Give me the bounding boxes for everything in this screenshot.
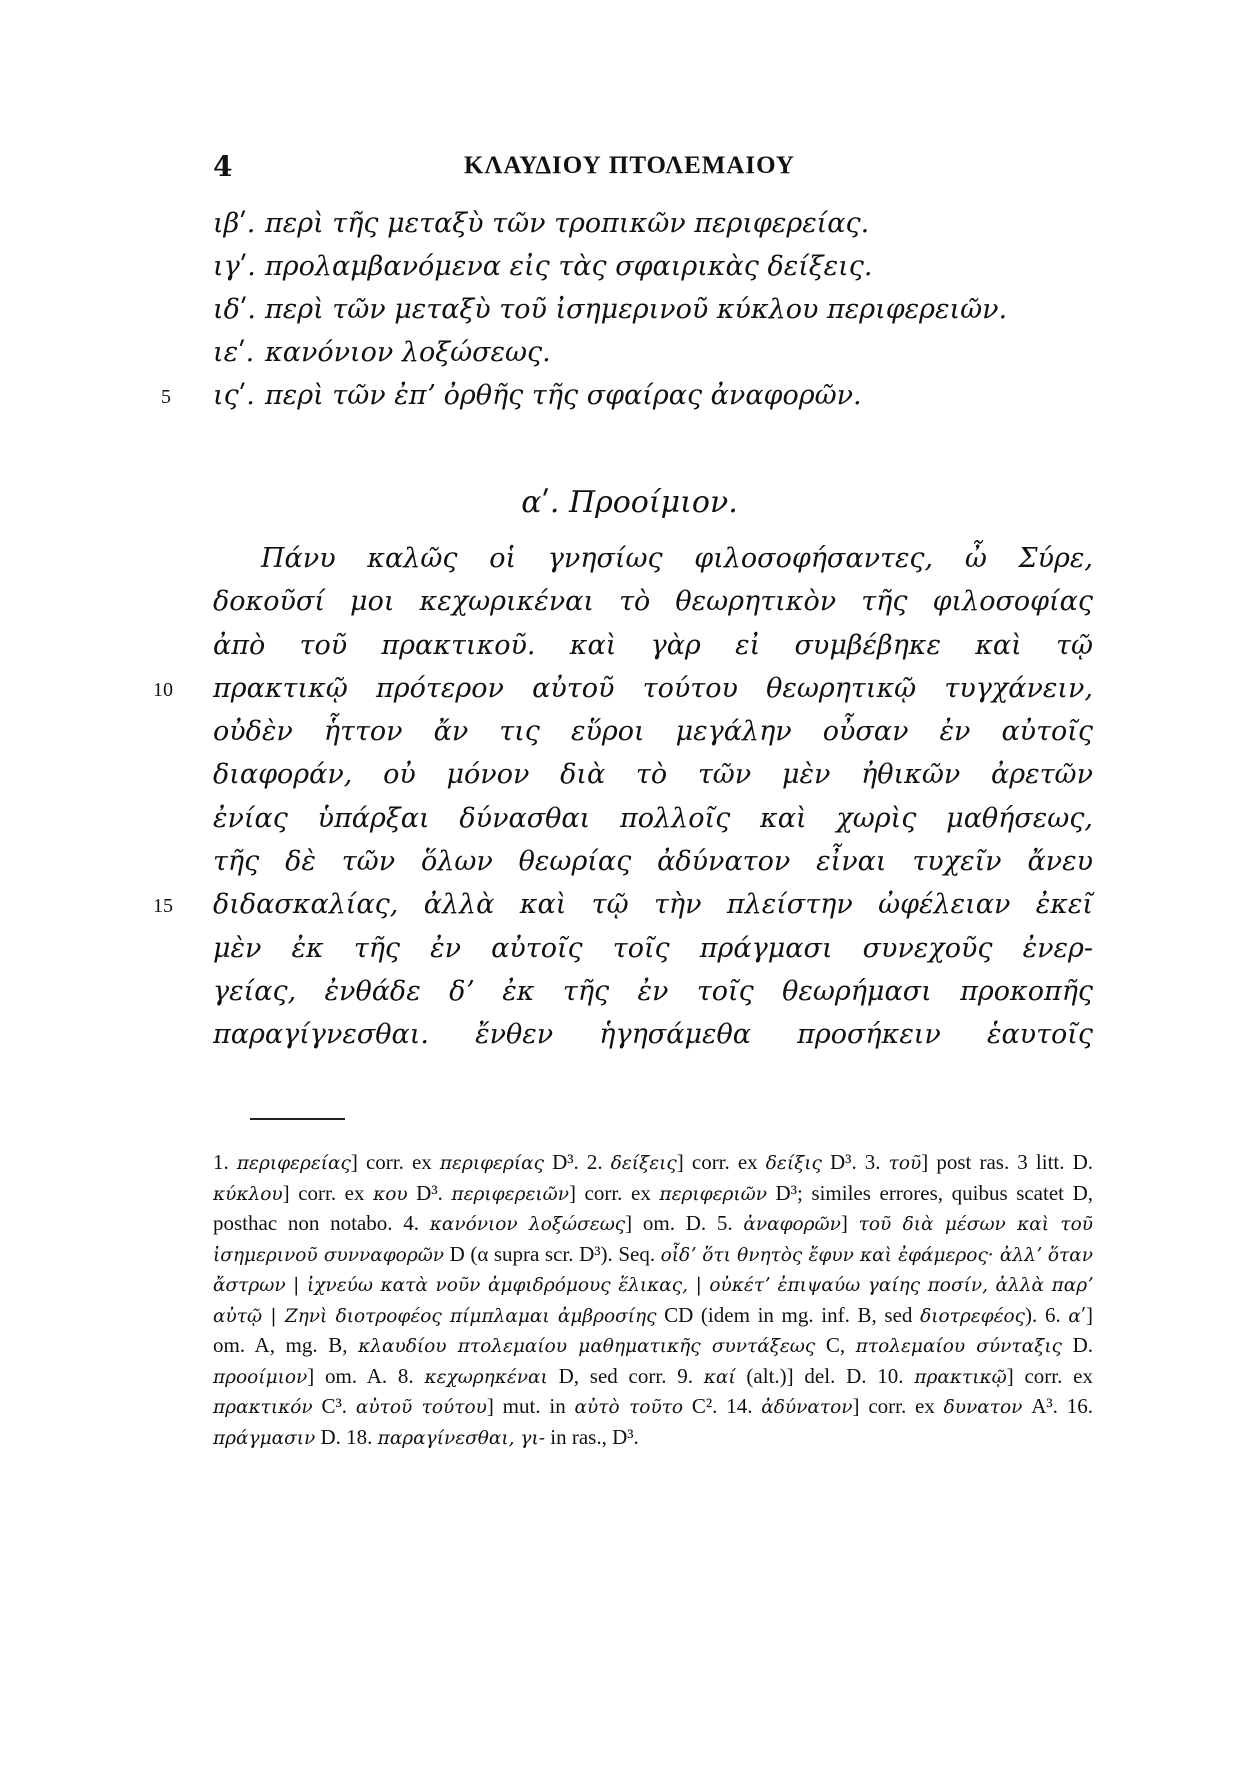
apparatus-text: C³. bbox=[312, 1394, 356, 1418]
text-line-content: διδασκαλίας, ἀλλὰ καὶ τῷ τὴν πλείστην ὠφέλειαν ἐκεῖ bbox=[213, 889, 1093, 921]
text-line bbox=[213, 630, 1093, 673]
text-line-content: δοκοῦσί μοι κεχωρικέναι τὸ θεωρητικὸν τῆς φιλοσοφίας bbox=[213, 586, 1093, 618]
greek-lemma: δείξις bbox=[765, 1153, 822, 1174]
apparatus-text: D³. bbox=[407, 1180, 452, 1205]
page-header bbox=[0, 150, 1259, 190]
greek-lemma: καί bbox=[703, 1366, 736, 1388]
greek-lemma: προοίμιον bbox=[213, 1366, 308, 1388]
chapter-number: ιεʹ. bbox=[213, 337, 255, 368]
apparatus-text: D³. 2. bbox=[543, 1150, 611, 1174]
chapter-title: κανόνιον λοξώσεως. bbox=[265, 337, 551, 368]
chapter-number: ιδʹ. bbox=[213, 294, 256, 325]
greek-lemma: τοῦ bbox=[888, 1153, 922, 1174]
text-line-content: μὲν ἐκ τῆς ἐν αὐτοῖς τοῖς πράγμασι συνεχοῦς ἐνερ- bbox=[213, 932, 1093, 964]
apparatus-text: ] om. A, mg. B, bbox=[213, 1302, 1094, 1357]
apparatus-text: C, bbox=[815, 1333, 856, 1357]
apparatus-text: ] post ras. 3 litt. D. bbox=[921, 1150, 1093, 1174]
apparatus-text: D, sed corr. 9. bbox=[547, 1363, 704, 1388]
text-line bbox=[213, 543, 1093, 586]
chapter-list-item bbox=[213, 337, 1093, 380]
apparatus-text: 1. bbox=[213, 1150, 237, 1174]
text-line bbox=[213, 759, 1093, 802]
text-line bbox=[213, 803, 1093, 846]
apparatus-text: ] om. D. 5. bbox=[625, 1211, 744, 1235]
greek-lemma: κου bbox=[373, 1183, 408, 1205]
apparatus-text: D. bbox=[1061, 1333, 1093, 1357]
text-line-content: ἐνίας ὑπάρξαι δύνασθαι πολλοῖς καὶ χωρὶς μαθήσεως, bbox=[213, 802, 1093, 834]
footnote-divider bbox=[250, 1118, 345, 1120]
greek-lemma: περιφερείας bbox=[236, 1153, 351, 1174]
text-line-content: πρακτικῷ πρότερον αὐτοῦ τούτου θεωρητικῷ τυγχάνειν, bbox=[213, 672, 1093, 704]
greek-lemma: αὐτὸ τοῦτο bbox=[574, 1397, 684, 1418]
apparatus-text: D³; similes errores, quibus scatet D, posthac non notabo. 4. bbox=[213, 1180, 1093, 1235]
greek-lemma: διοτρεφέος bbox=[920, 1305, 1026, 1327]
text-line bbox=[213, 1019, 1093, 1062]
greek-lemma: πρακτικῷ bbox=[914, 1366, 1007, 1388]
apparatus-text: ] corr. ex bbox=[350, 1150, 440, 1174]
section-title: αʹ. Προοίμιον. bbox=[521, 485, 738, 520]
text-line-content: οὐδὲν ἧττον ἄν τις εὕροι μεγάλην οὖσαν ἐν αὐτοῖς bbox=[213, 716, 1093, 748]
greek-lemma: κύκλου bbox=[213, 1183, 283, 1205]
greek-lemma: ἀναφορῶν bbox=[743, 1214, 841, 1235]
chapter-list-item bbox=[213, 208, 1093, 251]
apparatus-text: ] bbox=[840, 1211, 859, 1235]
apparatus-text: ] corr. ex bbox=[1006, 1363, 1093, 1388]
apparatus-text: (alt.)] del. D. 10. bbox=[735, 1363, 915, 1388]
apparatus-text: ] corr. ex bbox=[676, 1150, 766, 1174]
main-text bbox=[153, 543, 1093, 1063]
text-line bbox=[153, 672, 1093, 716]
greek-lemma: πτολεμαίου σύνταξις bbox=[855, 1336, 1062, 1357]
chapter-list bbox=[161, 208, 1093, 423]
greek-lemma: τοῦ διὰ μέσων καὶ τοῦ ἰσημερινοῦ συνναφορῶν bbox=[213, 1214, 1093, 1266]
greek-lemma: περιφερειῶν bbox=[451, 1183, 569, 1205]
chapter-number: ιςʹ. bbox=[213, 380, 255, 411]
chapter-list-item bbox=[213, 294, 1093, 337]
greek-lemma: δυνατον bbox=[943, 1397, 1023, 1418]
text-line bbox=[213, 933, 1093, 976]
greek-lemma: αὐτοῦ τούτου bbox=[355, 1397, 487, 1418]
greek-lemma: περιφερίας bbox=[439, 1153, 544, 1174]
apparatus-text: C². 14. bbox=[683, 1394, 762, 1418]
apparatus-text: ] corr. ex bbox=[282, 1180, 374, 1205]
greek-lemma: κανόνιον λοξώσεως bbox=[429, 1214, 626, 1235]
apparatus-paragraph bbox=[213, 1148, 1093, 1453]
apparatus-text: D (α supra scr. D³). Seq. bbox=[444, 1241, 661, 1266]
line-number: 15 bbox=[153, 895, 173, 918]
greek-lemma: πράγμασιν bbox=[213, 1427, 316, 1449]
chapter-title: περὶ τῆς μεταξὺ τῶν τροπικῶν περιφερείας. bbox=[265, 208, 870, 239]
apparatus-text: CD (idem in mg. inf. B, sed bbox=[656, 1302, 921, 1327]
text-line-content: γείας, ἐνθάδε δʼ ἐκ τῆς ἐν τοῖς θεωρήμασι προκοπῆς bbox=[213, 975, 1093, 1007]
line-number: 10 bbox=[153, 678, 173, 701]
greek-lemma: πρακτικόν bbox=[213, 1397, 313, 1418]
chapter-list-item bbox=[213, 251, 1093, 294]
apparatus-text: ] corr. ex bbox=[568, 1180, 660, 1205]
line-number: 5 bbox=[161, 386, 171, 408]
text-line-content: Πάνυ καλῶς οἱ γνησίως φιλοσοφήσαντες, ὦ Σύρε, bbox=[261, 543, 1093, 574]
apparatus-text: ] om. A. 8. bbox=[307, 1363, 425, 1388]
text-line bbox=[213, 846, 1093, 889]
text-line-content: διαφοράν, οὐ μόνον διὰ τὸ τῶν μὲν ἠθικῶν ἀρετῶν bbox=[213, 759, 1093, 791]
text-line-content: τῆς δὲ τῶν ὅλων θεωρίας ἀδύνατον εἶναι τυχεῖν ἄνευ bbox=[213, 846, 1093, 878]
text-line bbox=[213, 716, 1093, 759]
greek-lemma: δείξεις bbox=[610, 1153, 677, 1174]
apparatus-text: ). 6. bbox=[1025, 1302, 1069, 1327]
chapter-title: περὶ τῶν μεταξὺ τοῦ ἰσημερινοῦ κύκλου περιφερειῶν. bbox=[265, 294, 1008, 325]
greek-lemma: οἶδʼ ὅτι θνητὸς ἔφυν καὶ ἐφάμερος· ἀλλʼ ὅταν ἄστρων | ἰχνεύω κατὰ νοῦν ἀμφιδρόμους ἕλικας, | οὐκέτʼ ἐπιψαύω γαίης ποσίν, ἀλλὰ παρʼ αὐτῷ | Ζηνὶ διοτροφέος πίμπλαμαι ἀμβροσίης bbox=[213, 1244, 1094, 1327]
text-line bbox=[213, 586, 1093, 629]
running-head: ΚΛΑΥΔΙΟΥ ΠΤΟΛΕΜΑΙΟΥ bbox=[464, 152, 795, 179]
apparatus-text: ] mut. in bbox=[486, 1394, 575, 1418]
greek-lemma: κλαυδίου πτολεμαίου μαθηματικῆς συντάξεως bbox=[358, 1336, 816, 1357]
page-number: 4 bbox=[213, 150, 233, 183]
greek-lemma: περιφεριῶν bbox=[659, 1183, 767, 1205]
text-line bbox=[153, 889, 1093, 932]
apparatus-text: D. 18. bbox=[315, 1424, 378, 1449]
chapter-title: προλαμβανόμενα εἰς τὰς σφαιρικὰς δείξεις. bbox=[265, 251, 873, 282]
apparatus-text: D³. 3. bbox=[821, 1150, 889, 1174]
greek-lemma: αʹ bbox=[1068, 1305, 1087, 1327]
critical-apparatus bbox=[213, 1148, 1093, 1453]
apparatus-text: ] corr. ex bbox=[852, 1394, 944, 1418]
chapter-number: ιβʹ. bbox=[213, 208, 256, 239]
chapter-number: ιγʹ. bbox=[213, 251, 256, 282]
text-line-content: ἀπὸ τοῦ πρακτικοῦ. καὶ γὰρ εἰ συμβέβηκε καὶ τῷ bbox=[213, 629, 1093, 661]
text-line-content: παραγίγνεσθαι. ἔνθεν ἡγησάμεθα προσήκειν ἑαυτοῖς bbox=[213, 1019, 1093, 1051]
text-line bbox=[213, 976, 1093, 1019]
apparatus-text: in ras., D³. bbox=[545, 1424, 639, 1449]
greek-lemma: παραγίνεσθαι, γι- bbox=[377, 1427, 545, 1449]
greek-lemma: κεχωρηκέναι bbox=[424, 1366, 548, 1388]
greek-lemma: ἀδύνατον bbox=[761, 1397, 853, 1418]
chapter-title: περὶ τῶν ἐπʼ ὀρθῆς τῆς σφαίρας ἀναφορῶν. bbox=[265, 380, 862, 411]
chapter-list-item bbox=[161, 380, 1093, 423]
apparatus-text: A³. 16. bbox=[1022, 1394, 1093, 1418]
